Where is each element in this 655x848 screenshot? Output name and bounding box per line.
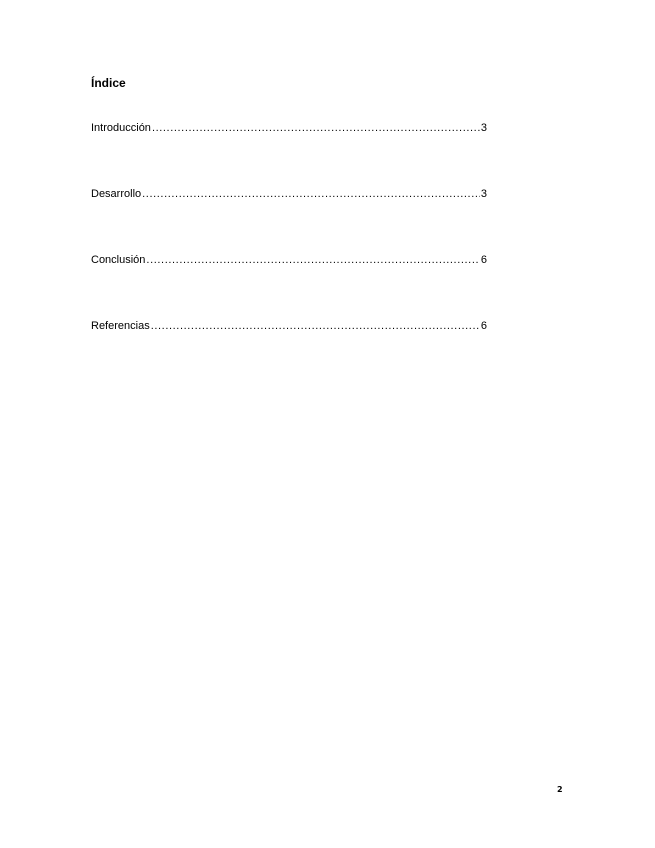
page-number: 2 (557, 785, 563, 794)
toc-entry-referencias (91, 319, 487, 333)
toc-entry-conclusion (91, 253, 487, 267)
dot-leader (146, 253, 479, 267)
toc-entry-desarrollo (91, 187, 487, 201)
toc-entry-introduccion (91, 121, 487, 135)
toc-entry-page: 3 (480, 122, 487, 134)
toc-entry-label: Introducción (91, 122, 151, 134)
toc-entry-page: 6 (480, 254, 487, 266)
toc-entry-page: 3 (480, 188, 487, 200)
toc-heading: Índice (91, 76, 126, 90)
toc-entry-page: 6 (480, 320, 487, 332)
toc-entry-label: Desarrollo (91, 188, 142, 200)
toc-entry-label: Referencias (91, 320, 150, 332)
toc-entry-label: Conclusión (91, 254, 146, 266)
dot-leader (142, 187, 480, 201)
dot-leader (151, 319, 480, 333)
dot-leader (152, 121, 480, 135)
